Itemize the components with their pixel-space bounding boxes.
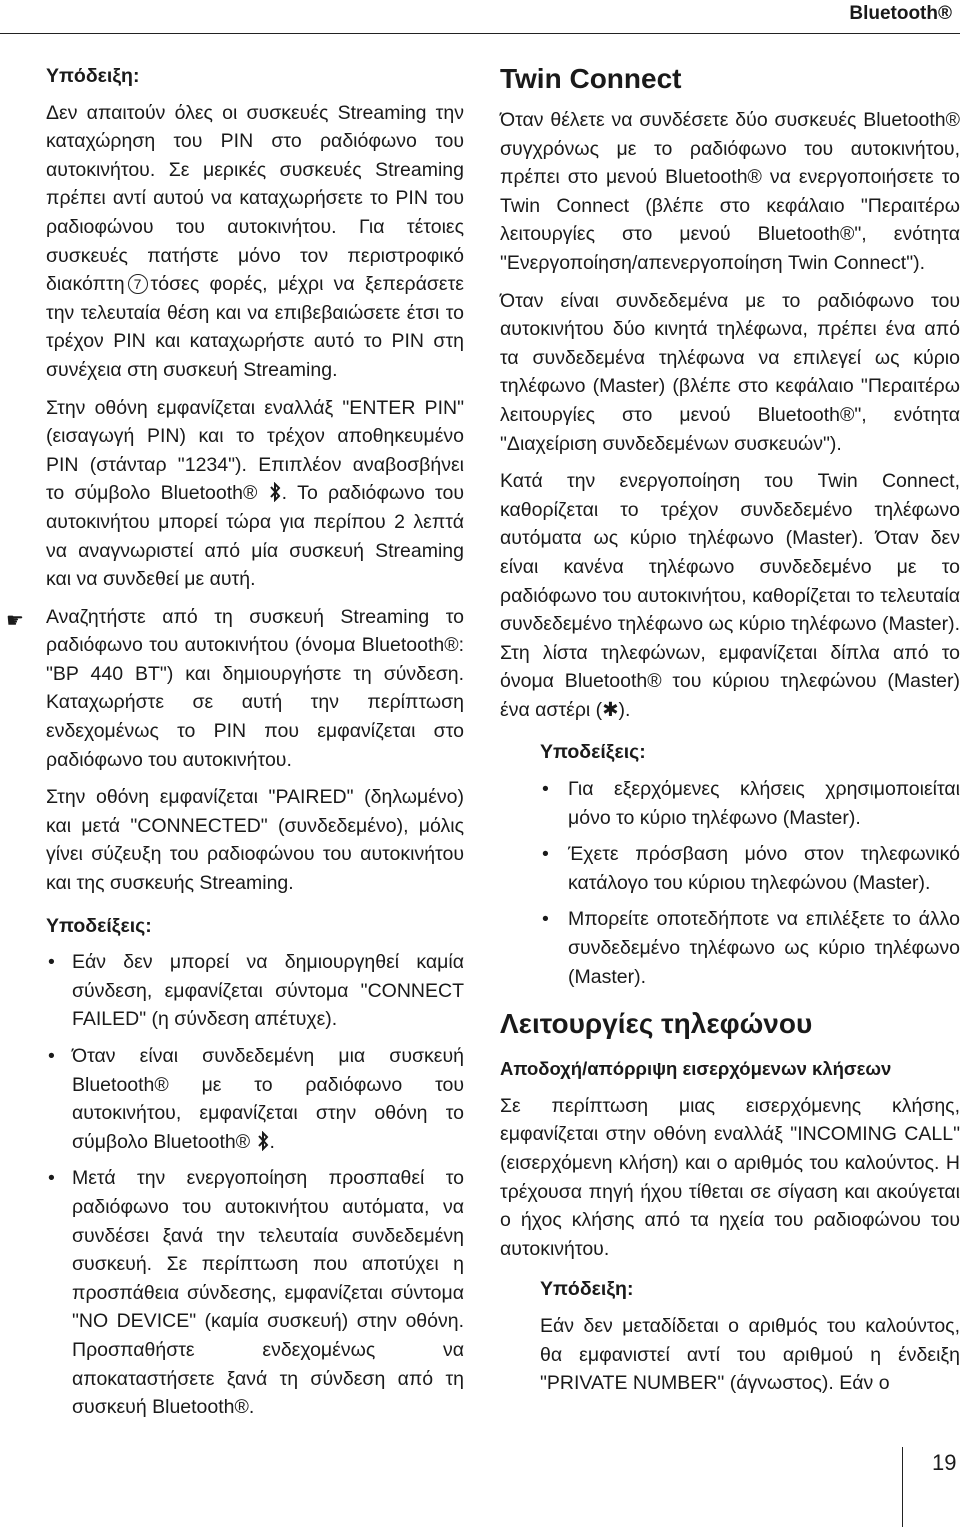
- page-number: 19: [932, 1450, 957, 1475]
- note-text-b: τόσες φορές, μέχρι να ξεπεράσετε την τελευταία θέση και να επιβεβαιώσετε έτσι το τρέχον PIN και καταχωρήστε αυτό το PIN στη συνέχεια στη συσκευή Streaming.: [46, 273, 464, 381]
- note-heading: Υπόδειξη:: [46, 65, 140, 87]
- notes-list: [46, 948, 464, 1422]
- bluetooth-icon: [268, 482, 282, 502]
- star-icon: ✱: [602, 698, 619, 721]
- list-item-text-end: .: [269, 1130, 275, 1153]
- right-column: [500, 62, 960, 1407]
- header-divider: [0, 33, 960, 34]
- twin-paragraph-1: Όταν θέλετε να συνδέσετε δύο συσκευές Bluetooth® συγχρόνως με το ραδιόφωνο του αυτοκινήτου, πρέπει στο μενού Bluetooth® να ενεργοποιήσετε το Twin Connect (βλέπε στο κεφάλαιο "Περαιτέρω λειτουργίες στο μενού Bluetooth®", ενότητα "Ενεργοποίηση/απενεργοποίηση Twin Connect").: [500, 109, 960, 274]
- twin-paragraph-3: [500, 467, 960, 724]
- section-title-twin-connect: Twin Connect: [500, 63, 682, 94]
- instruction-step: [6, 603, 464, 775]
- twin-notes: [500, 738, 960, 991]
- note-text: Εάν δεν μεταδίδεται ο αριθμός του καλούντος, θα εμφανιστεί αντί του αριθμού η ένδειξη "PRIVATE NUMBER" (άγνωστος). Εάν ο: [540, 1314, 960, 1395]
- list-item: • Μετά την ενεργοποίηση προσπαθεί το ραδιόφωνο του αυτοκινήτου αυτόματα, να συνδέσει ξανά την τελευταία συνδεδεμένη συσκευή. Σε περίπτωση που αποτύχει η προσπάθεια σύνδεσης, εμφανίζεται σύντομα "NO DEVICE" (καμία συσκευή) στην οθόνη. Προσπαθήστε ενδεχομένως να αποκαταστήσετε ξανά τη σύνδεση από τη συσκευή Bluetooth®.: [46, 1164, 464, 1421]
- twin-paragraph-2: Όταν είναι συνδεδεμένα με το ραδιόφωνο του αυτοκινήτου δύο κινητά τηλέφωνα, πρέπει ένα από τα συνδεδεμένα τηλέφωνα να επιλεγεί ως κύριο τηλέφωνο (Master) (βλέπε στο κεφάλαιο "Περαιτέρω λειτουργίες στο μενού Bluetooth®", ενότητα "Διαχείριση συνδεδεμένων συσκευών").: [500, 289, 960, 455]
- notes-heading: Υποδείξεις:: [46, 914, 152, 937]
- left-column: [6, 62, 464, 1432]
- section-title-phone-functions: Λειτουργίες τηλεφώνου: [500, 1008, 813, 1040]
- knob-number-badge: 7: [128, 274, 148, 294]
- page-header-title: Bluetooth®: [849, 3, 952, 24]
- page-number-divider: [902, 1447, 903, 1527]
- notes-list: [540, 775, 960, 991]
- list-item: [46, 1042, 464, 1156]
- subsection-title-calls: Αποδοχή/απόρριψη εισερχόμενων κλήσεων: [500, 1058, 892, 1080]
- bluetooth-icon: [256, 1131, 270, 1151]
- list-item: • Για εξερχόμενες κλήσεις χρησιμοποιείται μόνο το κύριο τηλέφωνο (Master).: [540, 775, 960, 832]
- pointing-hand-icon: ☛: [6, 609, 24, 632]
- step-text: Αναζητήστε από τη συσκευή Streaming το ραδιόφωνο του αυτοκινήτου (όνομα Bluetooth®: "BP 440 BT") και δημιουργήστε τη σύνδεση. Καταχωρήστε σε αυτή την περίπτωση ενδεχομένως το PIN που εμφανίζεται στο ραδιόφωνο του αυτοκινήτου.: [46, 605, 464, 771]
- incoming-call-paragraph: Σε περίπτωση μιας εισερχόμενης κλήσης, εμφανίζεται στην οθόνη εναλλάξ "INCOMING CALL" (εισερχόμενη κλήση) και ο αριθμός του καλούντος. Η τρέχουσα πηγή ήχου τίθεται σε σίγαση και ακούγεται ο ήχος κλήσης από τα ηχεία του ραδιοφώνου του αυτοκινήτου.: [500, 1094, 960, 1260]
- note-text-a: Δεν απαιτούν όλες οι συσκευές Streaming την καταχώρηση του PIN στο ραδιόφωνο του αυτοκινήτου. Σε μερικές συσκευές Streaming πρέπει αντί αυτού να καταχωρήσετε το PIN του ραδιοφώνου του αυτοκινήτου. Για τέτοιες συσκευές πατήστε μόνο τον περιστροφικό διακόπτη: [46, 101, 464, 296]
- enter-pin-text-b: . Το ραδιόφωνο του αυτοκινήτου μπορεί τώρα για περίπου 2 λεπτά να αναγνωριστεί από μία συσκευή Streaming και να συνδεθεί με αυτή.: [46, 482, 464, 591]
- list-item-text: Όταν είναι συνδεδεμένη μια συσκευή Bluetooth® με το ραδιόφωνο του αυτοκινήτου, εμφανίζεται στην οθόνη το σύμβολο Bluetooth®: [72, 1045, 464, 1153]
- list-item: • Εάν δεν μπορεί να δημιουργηθεί καμία σύνδεση, εμφανίζεται σύντομα "CONNECT FAILED" (η σύνδεση απέτυχε).: [46, 948, 464, 1034]
- enter-pin-text-a: Στην οθόνη εμφανίζεται εναλλάξ "ENTER PIN" (εισαγωγή PIN) και το τρέχον αποθηκευμένο PIN (στάνταρ "1234"). Επιπλέον αναβοσβήνει το σύμβολο Bluetooth®: [46, 396, 464, 505]
- list-item: • Έχετε πρόσβαση μόνο στον τηλεφωνικό κατάλογο του κύριου τηλεφώνου (Master).: [540, 840, 960, 897]
- list-item: • Μπορείτε οποτεδήποτε να επιλέξετε το άλλο συνδεδεμένο τηλέφωνο ως κύριο τηλέφωνο (Master).: [540, 905, 960, 991]
- paired-paragraph: Στην οθόνη εμφανίζεται "PAIRED" (δηλωμένο) και μετά "CONNECTED" (συνδεδεμένο), μόλις γίνει σύζευξη του ραδιοφώνου του αυτοκινήτου και της συσκευής Streaming.: [46, 786, 464, 895]
- twin-paragraph-3-end: ).: [618, 698, 631, 721]
- note-paragraph: [46, 99, 464, 385]
- notes-heading: Υποδείξεις:: [540, 741, 646, 764]
- call-note: [500, 1275, 960, 1397]
- twin-paragraph-3-text: Κατά την ενεργοποίηση του Twin Connect, καθορίζεται το τρέχον συνδεδεμένο τηλέφωνο αυτόματα ως κύριο τηλέφωνο (Master). Όταν δεν είναι κανένα τηλέφωνο συνδεδεμένο με το ραδιόφωνο του αυτοκινήτου, καθορίζεται το τελευταία συνδεδεμένο τηλέφωνο ως κύριο τηλέφωνο (Master). Στη λίστα τηλεφώνων, εμφανίζεται δίπλα από το όνομα Bluetooth® του κύριου τηλεφώνου (Master) ένα αστέρι (: [500, 470, 960, 721]
- note-heading: Υπόδειξη:: [540, 1278, 634, 1301]
- enter-pin-paragraph: [46, 394, 464, 594]
